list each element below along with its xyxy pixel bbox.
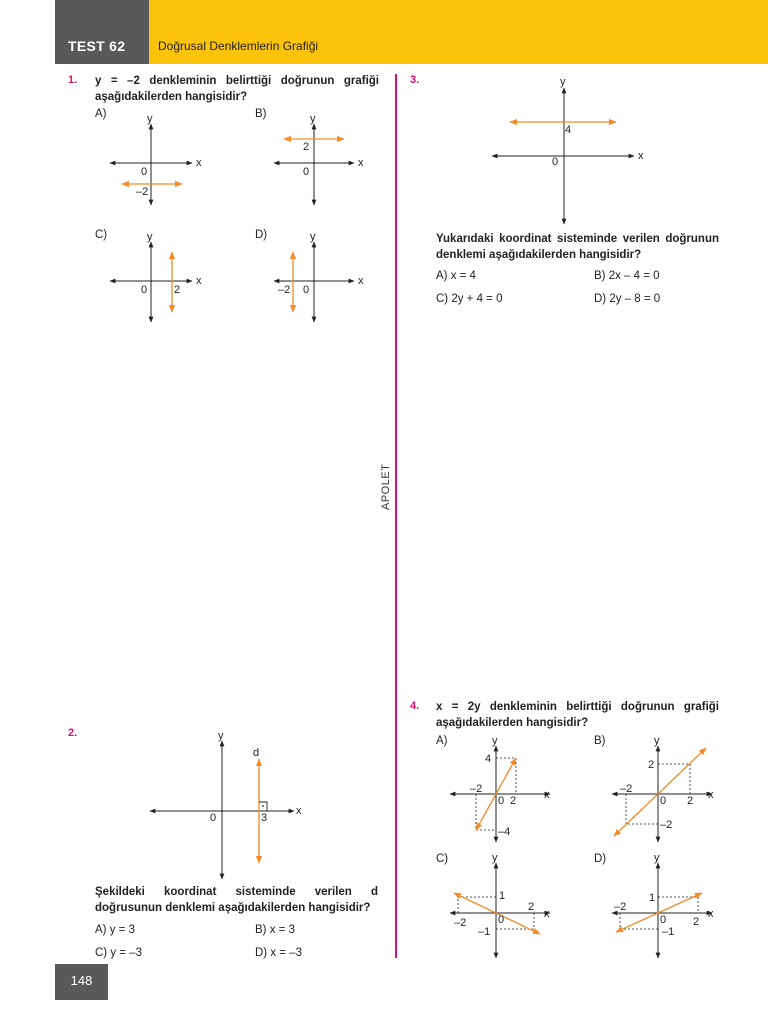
- q4-graphs: [400, 730, 768, 965]
- x-axis-label: x: [296, 805, 302, 817]
- svg-text:–1: –1: [478, 926, 491, 938]
- q4-graph-b[interactable]: [612, 735, 714, 842]
- q4-option-a-letter[interactable]: A): [436, 735, 448, 747]
- x-axis-label: x: [708, 789, 714, 801]
- x-axis-label: x: [196, 275, 202, 287]
- q3-option-c[interactable]: C) 2y + 4 = 0: [436, 293, 503, 305]
- x-axis-label: x: [358, 157, 364, 169]
- q1-c-value: 2: [174, 284, 181, 296]
- svg-text:2: 2: [648, 759, 655, 771]
- svg-text:1: 1: [499, 890, 506, 902]
- q2-option-b[interactable]: B) x = 3: [255, 924, 295, 936]
- x-axis-label: x: [544, 908, 550, 920]
- q2-option-c[interactable]: C) y = –3: [95, 947, 142, 959]
- q3-option-b[interactable]: B) 2x – 4 = 0: [594, 270, 660, 282]
- q2-option-a[interactable]: A) y = 3: [95, 924, 135, 936]
- y-axis-label: y: [560, 76, 566, 88]
- q1-graphs: [0, 0, 395, 330]
- column-divider: [395, 74, 397, 958]
- x-axis-label: x: [544, 789, 550, 801]
- q1-graph-a[interactable]: [110, 113, 202, 205]
- svg-text:–2: –2: [620, 783, 633, 795]
- q1-d-value: –2: [278, 284, 291, 296]
- x-axis-label: x: [638, 150, 644, 162]
- q1-graph-c[interactable]: [110, 231, 202, 322]
- y-axis-label: y: [147, 231, 153, 243]
- y-axis-label: y: [218, 730, 224, 742]
- origin-label: 0: [141, 166, 148, 178]
- topic-title: Doğrusal Denklemlerin Grafiği: [158, 39, 319, 53]
- q2-option-d[interactable]: D) x = –3: [255, 947, 302, 959]
- q3-option-d[interactable]: D) 2y – 8 = 0: [594, 293, 661, 305]
- svg-text:–4: –4: [498, 826, 511, 838]
- svg-text:–2: –2: [660, 819, 673, 831]
- y-axis-label: y: [492, 735, 498, 747]
- q1-text: y = –2 denkleminin belirttiği doğrunun grafiği aşağıdakilerden hangisidir?: [95, 75, 379, 103]
- origin-label: 0: [660, 914, 667, 926]
- svg-text:2: 2: [693, 916, 700, 928]
- q4-option-b-letter[interactable]: B): [594, 735, 606, 747]
- origin-label: 0: [498, 795, 505, 807]
- svg-text:–1: –1: [662, 926, 675, 938]
- q1-b-value: 2: [303, 141, 310, 153]
- q2-line-label: d: [253, 747, 260, 759]
- x-axis-label: x: [708, 908, 714, 920]
- x-axis-label: x: [358, 275, 364, 287]
- q4-graph-c[interactable]: [450, 852, 550, 958]
- origin-label: 0: [303, 284, 310, 296]
- page-number: 148: [70, 973, 93, 988]
- svg-text:2: 2: [528, 901, 535, 913]
- y-axis-label: y: [147, 113, 153, 125]
- x-axis-label: x: [196, 157, 202, 169]
- svg-text:4: 4: [485, 753, 492, 765]
- q3-graph: [400, 70, 768, 230]
- svg-text:–2: –2: [470, 783, 483, 795]
- q4-graph-d[interactable]: [612, 852, 714, 958]
- q2-graph: [100, 725, 395, 885]
- q2-text: Şekildeki koordinat sisteminde verilen d doğrusunun denklemi aşağıdakilerden hangisidir?: [95, 886, 378, 914]
- q1-number: 1.: [68, 74, 78, 86]
- svg-text:2: 2: [687, 795, 694, 807]
- svg-text:–2: –2: [454, 917, 467, 929]
- y-axis-label: y: [310, 231, 316, 243]
- y-axis-label: y: [310, 113, 316, 125]
- origin-label: 0: [303, 166, 310, 178]
- q4-option-c-letter[interactable]: C): [436, 853, 449, 865]
- y-axis-label: y: [654, 852, 660, 864]
- origin-label: 0: [498, 914, 505, 926]
- q3-text: Yukarıdaki koordinat sisteminde verilen doğrunun denklemi aşağıdakilerden hangisidir?: [436, 233, 719, 261]
- q3-option-a[interactable]: A) x = 4: [436, 270, 476, 282]
- brand-label: APOLET: [380, 463, 392, 510]
- q3-tick: 4: [565, 124, 572, 136]
- y-axis-label: y: [654, 735, 660, 747]
- svg-text:1: 1: [649, 892, 656, 904]
- q1-option-d-letter[interactable]: D): [255, 229, 268, 241]
- q2-number: 2.: [68, 727, 78, 739]
- q2-tick: 3: [261, 812, 268, 824]
- svg-text:2: 2: [510, 795, 517, 807]
- q4-text: x = 2y denkleminin belirttiği doğrunun grafiği aşağıdakilerden hangisidir?: [436, 701, 719, 729]
- q1-graph-d[interactable]: [274, 231, 364, 322]
- origin-label: 0: [660, 795, 667, 807]
- q1-graph-b[interactable]: [274, 113, 364, 205]
- q4-number: 4.: [410, 700, 420, 712]
- q1-option-b-letter[interactable]: B): [255, 108, 267, 120]
- q1-option-c-letter[interactable]: C): [95, 229, 108, 241]
- svg-text:–2: –2: [614, 901, 627, 913]
- q4-option-d-letter[interactable]: D): [594, 853, 607, 865]
- origin-label: 0: [141, 284, 148, 296]
- q4-graph-a[interactable]: [450, 735, 550, 842]
- q1-a-value: –2: [136, 186, 149, 198]
- test-label: TEST 62: [68, 38, 126, 54]
- y-axis-label: y: [492, 852, 498, 864]
- q3-number: 3.: [410, 74, 420, 86]
- origin-label: 0: [210, 812, 217, 824]
- q1-option-a-letter[interactable]: A): [95, 108, 107, 120]
- origin-label: 0: [552, 156, 559, 168]
